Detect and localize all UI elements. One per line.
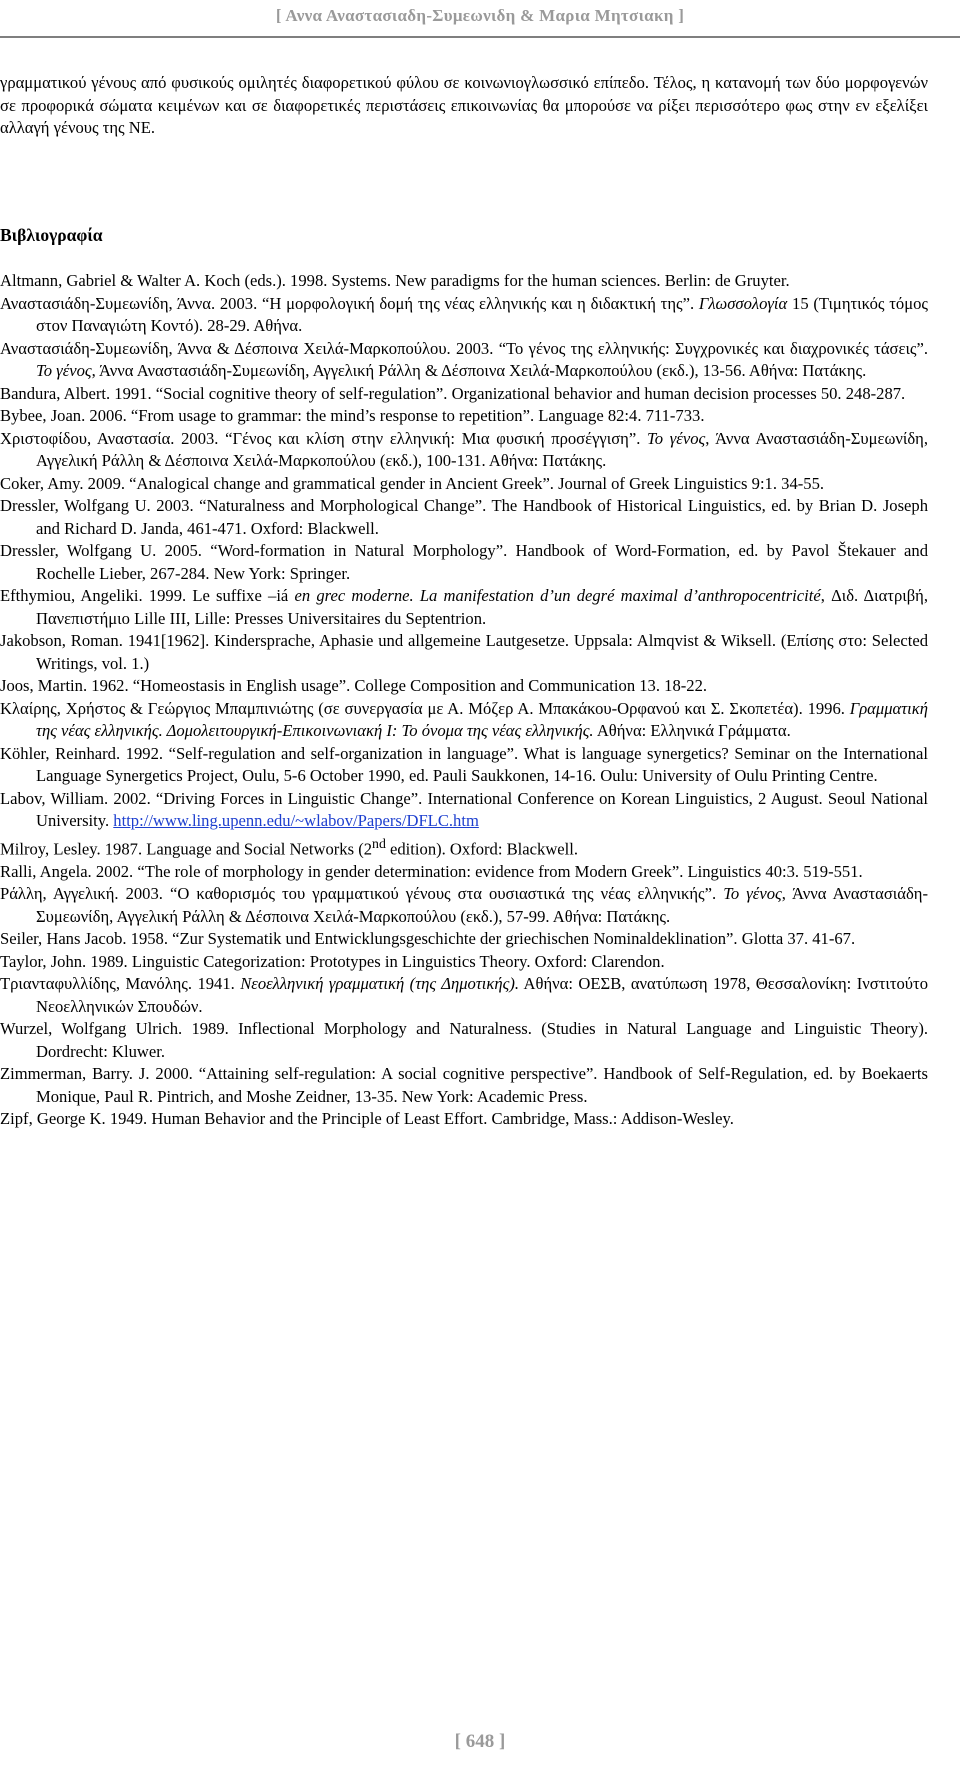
- bibliography-entry: [0, 473, 928, 496]
- intro-paragraph-block: [0, 72, 928, 140]
- entry-text: Zipf, George K. 1949. Human Behavior and the Principle of Least Effort. Cambridge, Mass.: Addison-Wesley.: [0, 1109, 734, 1129]
- entry-text: , Άννα Αναστασιάδη-Συμεωνίδη, Αγγελική Ράλλη & Δέσποινα Χειλά-Μαρκοπούλου (εκδ.), 13-56. Αθήνα: Πατάκης.: [91, 361, 867, 380]
- entry-text: Wurzel, Wolfgang Ulrich. 1989. Inflectional Morphology and Naturalness. (Studies in Natural Language and Linguistic Theory). Dordrecht: Kluwer.: [0, 1019, 928, 1061]
- entry-text: Coker, Amy. 2009. “Analogical change and grammatical gender in Ancient Greek”. Journal of Greek Linguistics 9:1. 34-55.: [0, 473, 825, 493]
- reference-link[interactable]: http://www.ling.upenn.edu/~wlabov/Papers/DFLC.htm: [113, 811, 479, 830]
- entry-text: Αναστασιάδη-Συμεωνίδη, Άννα. 2003. “Η μορφολογική δομή της νέας ελληνικής και η διδακτική της”.: [0, 293, 699, 313]
- bibliography-entry: [0, 495, 928, 540]
- bibliography-entry: [0, 675, 928, 698]
- entry-text: Ralli, Angela. 2002. “The role of morphology in gender determination: evidence from Modern Greek”. Linguistics 40:3. 519-551.: [0, 861, 863, 881]
- entry-text: Dressler, Wolfgang U. 2003. “Naturalness and Morphological Change”. The Handbook of Historical Linguistics, ed. by Brian D. Joseph and Richard D. Janda, 461-471. Oxford: Blackwell.: [0, 496, 928, 538]
- bibliography-entry: [0, 1108, 928, 1131]
- bibliography-entry: [0, 428, 928, 473]
- bibliography-entry: [0, 293, 928, 338]
- bibliography-entry: [0, 788, 928, 833]
- running-header: [ Αννα Αναστασιαδη-Συμεωνιδη & Μαρια Μητσιακη ]: [275, 6, 685, 25]
- intro-paragraph: γραμματικού γένους από φυσικούς ομιλητές διαφορετικού φύλου σε κοινωνιογλωσσικό επίπεδο. Τέλος, η κατανομή των δύο μορφογενών σε προφορικά σώματα κειμένων και σε διαφορετικές περιστάσεις επικοινωνίας θα μπορούσε να ρίξει περισσότερο φως στην εν εξελίξει αλλαγή γένους της ΝΕ.: [0, 73, 928, 137]
- bibliography-list: [0, 270, 928, 1131]
- entry-title-italic: en grec moderne. La manifestation d’un degré maximal d’anthropocentricité: [294, 586, 821, 605]
- entry-text: Ράλλη, Αγγελική. 2003. “Ο καθορισμός του γραμματικού γένους στα ουσιαστικά της νέας ελληνικής”.: [0, 884, 724, 904]
- entry-text: Milroy, Lesley. 1987. Language and Social Networks (2: [0, 839, 373, 859]
- bibliography-entry: [0, 405, 928, 428]
- entry-text: Seiler, Hans Jacob. 1958. “Zur Systematik und Entwicklungsgeschichte der griechischen Nominaldeklination”. Glotta 37. 41-67.: [0, 929, 856, 949]
- bibliography-entry: [0, 883, 928, 928]
- bibliography-entry: [0, 338, 928, 383]
- entry-text: , Διδ. Διατριβή, Πανεπιστήμιο Lille III, Lille: Presses Universitaires du Septentrion.: [36, 586, 928, 628]
- header-divider: [0, 36, 960, 38]
- bibliography-entry: [0, 928, 928, 951]
- entry-title-italic: Νεοελληνική γραμματική (της Δημοτικής).: [240, 974, 520, 994]
- page-number: [ 648 ]: [454, 1731, 506, 1752]
- entry-text: , Άννα Αναστασιάδη-Συμεωνίδη, Αγγελική Ράλλη & Δέσποινα Χειλά-Μαρκοπούλου (εκδ.), 57-99. Αθήνα: Πατάκης.: [36, 884, 928, 926]
- bibliography-entry: [0, 1018, 928, 1063]
- entry-text: 15 (Τιμητικός τόμος στον Παναγιώτη Κοντό). 28-29. Αθήνα.: [36, 293, 928, 335]
- entry-text: Κλαίρης, Χρήστος & Γεώργιος Μπαμπινιώτης (σε συνεργασία με Α. Μόζερ Α. Μπακάκου-Ορφανού και Σ. Σκοπετέα). 1996.: [0, 698, 850, 718]
- bibliography-heading: Βιβλιογραφία: [0, 224, 103, 245]
- bibliography-entry: [0, 833, 928, 861]
- entry-text: Αθήνα: Ελληνικά Γράμματα.: [593, 721, 791, 740]
- entry-text: Αναστασιάδη-Συμεωνίδη, Άννα & Δέσποινα Χειλά-Μαρκοπούλου. 2003. “Το γένος της ελληνικής: Συγχρονικές και διαχρονικές τάσεις”.: [0, 338, 928, 358]
- entry-text: Dressler, Wolfgang U. 2005. “Word-formation in Natural Morphology”. Handbook of Word-Formation, ed. by Pavol Štekauer and Rochelle Lieber, 267-284. New York: Springer.: [0, 541, 928, 583]
- page-body: [0, 72, 928, 1131]
- entry-text: Efthymiou, Angeliki. 1999. Le suffixe –iá: [0, 586, 295, 605]
- entry-text: Jakobson, Roman. 1941[1962]. Kindersprache, Aphasie und allgemeine Lautgesetze. Uppsala: Almqvist & Wiksell. (Επίσης στο: Selected Writings, vol. 1.): [0, 631, 928, 673]
- entry-text: Αθήνα: ΟΕΣΒ, ανατύπωση 1978, Θεσσαλονίκη: Ινστιτούτο Νεοελληνικών Σπουδών.: [36, 974, 928, 1016]
- entry-text: edition). Oxford: Blackwell.: [385, 839, 579, 859]
- bibliography-entry: [0, 1063, 928, 1108]
- entry-text: Χριστοφίδου, Αναστασία. 2003. “Γένος και κλίση στην ελληνική: Μια φυσική προσέγγιση”.: [0, 428, 648, 448]
- entry-text: Altmann, Gabriel & Walter A. Koch (eds.). 1998. Systems. New paradigms for the human sciences. Berlin: de Gruyter.: [0, 271, 790, 290]
- superscript-text: nd: [372, 835, 386, 851]
- entry-text: Köhler, Reinhard. 1992. “Self-regulation and self-organization in language”. What is language synergetics? Seminar on the International Language Synergetics Project, Oulu, 5-6 October 1990, ed. Pauli Saukkonen, 14-16. Oulu: University of Oulu Printing Centre.: [0, 743, 928, 785]
- entry-text: Bandura, Albert. 1991. “Social cognitive theory of self-regulation”. Organizational behavior and human decision processes 50. 248-287.: [0, 383, 906, 403]
- bibliography-entry: [0, 630, 928, 675]
- bibliography-entry: [0, 585, 928, 630]
- bibliography-entry: [0, 861, 928, 884]
- bibliography-entry: [0, 383, 928, 406]
- entry-title-italic: Γραμματική της νέας ελληνικής. Δομολειτουργική-Επικοινωνιακή Ι: Το όνομα της νέας ελληνικής.: [36, 698, 928, 740]
- entry-text: Bybee, Joan. 2006. “From usage to grammar: the mind’s response to repetition”. Language 82:4. 711-733.: [0, 406, 705, 425]
- bibliography-entry: [0, 973, 928, 1018]
- entry-title-italic: Το γένος: [36, 361, 92, 380]
- entry-text: , Άννα Αναστασιάδη-Συμεωνίδη, Αγγελική Ράλλη & Δέσποινα Χειλά-Μαρκοπούλου (εκδ.), 100-131. Αθήνα: Πατάκης.: [36, 428, 929, 470]
- entry-text: Taylor, John. 1989. Linguistic Categorization: Prototypes in Linguistics Theory. Oxford: Clarendon.: [0, 951, 665, 971]
- entry-text: Labov, William. 2002. “Driving Forces in Linguistic Change”. International Conference on Korean Linguistics, 2 August. Seoul National University.: [0, 788, 928, 830]
- entry-title-italic: Γλωσσολογία: [698, 293, 788, 313]
- bibliography-entry: [0, 743, 928, 788]
- bibliography-entry: [0, 951, 928, 974]
- bibliography-entry: [0, 270, 928, 293]
- entry-text: Τριανταφυλλίδης, Μανόλης. 1941.: [0, 974, 241, 994]
- entry-text: Zimmerman, Barry. J. 2000. “Attaining self-regulation: A social cognitive perspective”. Handbook of Self-Regulation, ed. by Boekaerts Monique, Paul R. Pintrich, and Moshe Zeidner, 13-35. New York: Academic Press.: [0, 1064, 928, 1106]
- bibliography-entry: [0, 698, 928, 743]
- entry-title-italic: Το γένος: [647, 428, 706, 448]
- entry-text: Joos, Martin. 1962. “Homeostasis in English usage”. College Composition and Communication 13. 18-22.: [0, 676, 708, 695]
- entry-title-italic: Το γένος: [723, 884, 782, 904]
- bibliography-entry: [0, 540, 928, 585]
